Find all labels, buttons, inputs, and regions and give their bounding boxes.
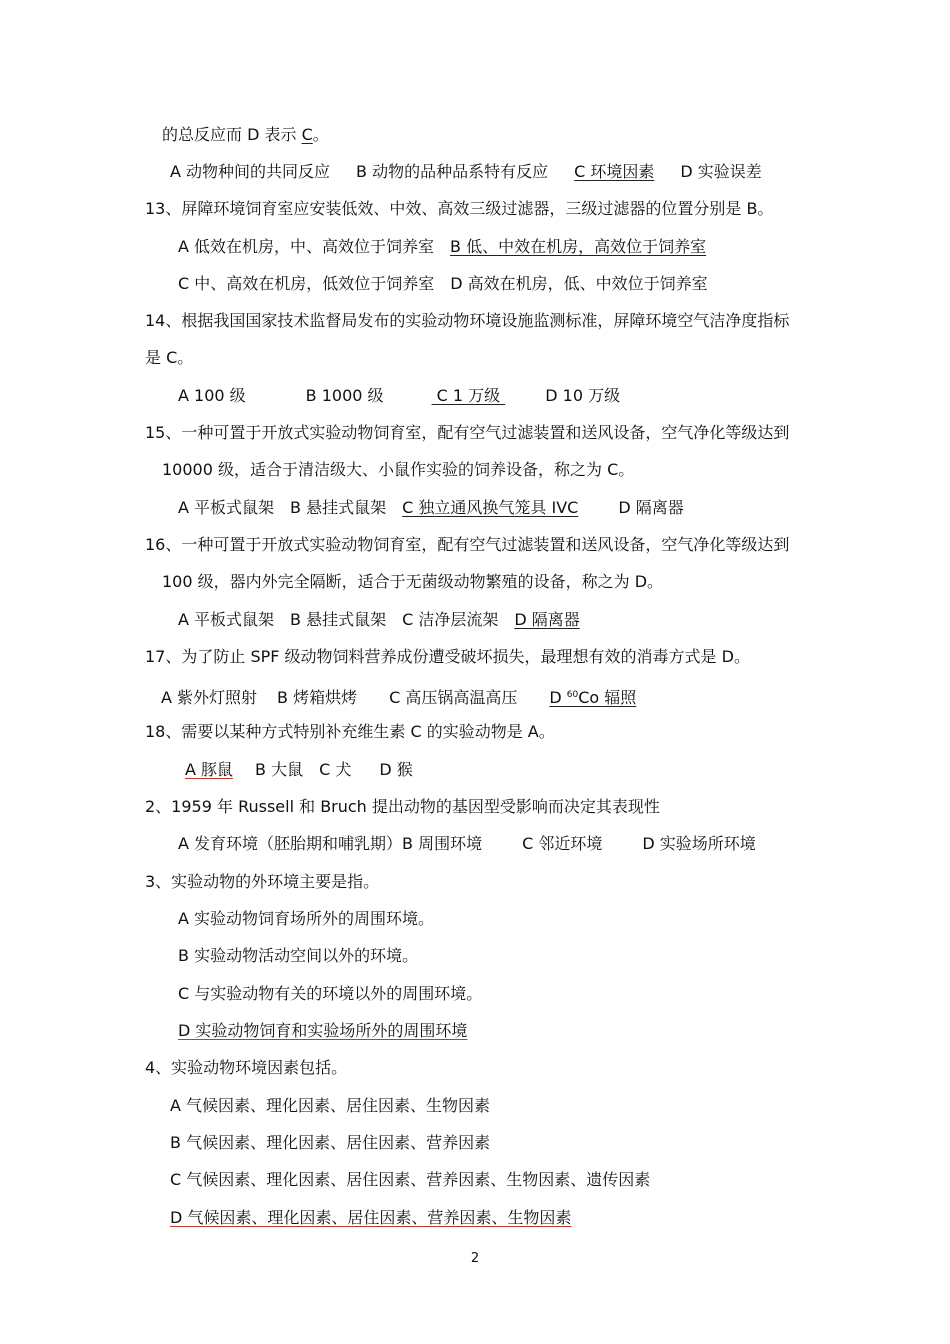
option-b: B 实验动物活动空间以外的环境。 [178,946,419,965]
question-13: 13、屏障环境饲育室应安装低效、中效、高效三级过滤器，三级过滤器的位置分别是 B。 [145,199,774,218]
answer-marker: C [301,125,313,144]
option-a: A 100 级 [178,386,246,405]
option-row [178,497,684,519]
option-c: C 邻近环境 [522,834,603,853]
option-d: D 隔离器 [618,498,684,517]
option-a: A 气候因素、理化因素、居住因素、生物因素 [170,1096,491,1115]
option-row [178,236,706,258]
option-d-answer: D 气候因素、理化因素、居住因素、营养因素、生物因素 [170,1208,572,1227]
option-b: B 大鼠 [255,760,304,779]
option-b: B 动物的品种品系特有反应 [356,162,549,181]
option-d: D 10 万级 [545,386,621,405]
option-row [178,609,580,631]
option-d: D 高效在机房，低、中效位于饲养室 [450,274,708,293]
question-2: 2、1959 年 Russell 和 Bruch 提出动物的基因型受影响而决定其表现性 [145,797,660,816]
option-d-answer: D 隔离器 [514,610,580,629]
option-b: B 气候因素、理化因素、居住因素、营养因素 [170,1133,491,1152]
option-b-answer: B 低、中效在机房，高效位于饲养室 [450,237,707,256]
question-15-cont: 10000 级，适合于清洁级大、小鼠作实验的饲养设备，称之为 C。 [162,460,635,479]
question-4: 4、实验动物环境因素包括。 [145,1058,348,1077]
question-17: 17、为了防止 SPF 级动物饲料营养成份遭受破坏损失，最理想有效的消毒方式是 D。 [145,647,750,666]
question-3: 3、实验动物的外环境主要是指。 [145,872,380,891]
option-a: A 低效在机房，中、高效位于饲养室 [178,237,435,256]
option-a: A 动物种间的共同反应 [170,162,331,181]
option-b: B 烤箱烘烤 [277,688,358,707]
option-a-answer: A 豚鼠 [185,760,234,779]
option-a: A 平板式鼠架 [178,610,275,629]
option-b: B 悬挂式鼠架 [290,610,387,629]
question-15: 15、一种可置于开放式实验动物饲育室，配有空气过滤装置和送风设备，空气净化等级达到 [145,423,790,442]
option-c: C 与实验动物有关的环境以外的周围环境。 [178,984,483,1003]
option-c: C 犬 [319,760,352,779]
question-continuation: 的总反应而 D 表示 C。 [162,125,329,144]
page-number: 2 [470,1251,480,1266]
option-d: D 实验误差 [680,162,762,181]
option-a: A 紫外灯照射 [161,688,258,707]
option-a: A 实验动物饲育场所外的周围环境。 [178,909,435,928]
option-row [185,759,413,781]
option-ab: A 发育环境（胚胎期和哺乳期）B 周围环境 [178,834,483,853]
question-18: 18、需要以某种方式特别补充维生素 C 的实验动物是 A。 [145,722,555,741]
option-c: C 高压锅高温高压 [389,688,518,707]
option-c: C 中、高效在机房，低效位于饲养室 [178,274,435,293]
option-c: C 气候因素、理化因素、居住因素、营养因素、生物因素、遗传因素 [170,1170,651,1189]
option-row [178,385,620,407]
question-16-cont: 100 级，器内外完全隔断，适合于无菌级动物繁殖的设备，称之为 D。 [162,572,664,591]
option-row [178,273,708,295]
option-c: C 洁净层流架 [402,610,499,629]
option-d: D 实验场所环境 [642,834,756,853]
option-row [170,161,762,183]
option-b: B 悬挂式鼠架 [290,498,387,517]
option-c-answer: C 1 万级 [431,386,506,405]
option-row [161,684,636,709]
question-16: 16、一种可置于开放式实验动物饲育室，配有空气过滤装置和送风设备，空气净化等级达到 [145,535,790,554]
option-d-answer: D 实验动物饲育和实验场所外的周围环境 [178,1021,468,1040]
option-d-answer: D $^{60}$Co 辐照 [549,688,637,707]
option-c-answer: C 环境因素 [574,162,655,181]
option-c-answer: C 独立通风换气笼具 IVC [402,498,579,517]
option-b: B 1000 级 [305,386,384,405]
option-a: A 平板式鼠架 [178,498,275,517]
option-row [178,833,756,855]
question-14-cont: 是 C。 [145,348,194,367]
question-14: 14、根据我国国家技术监督局发布的实验动物环境设施监测标准，屏障环境空气洁净度指标 [145,311,790,330]
option-d: D 猴 [379,760,413,779]
